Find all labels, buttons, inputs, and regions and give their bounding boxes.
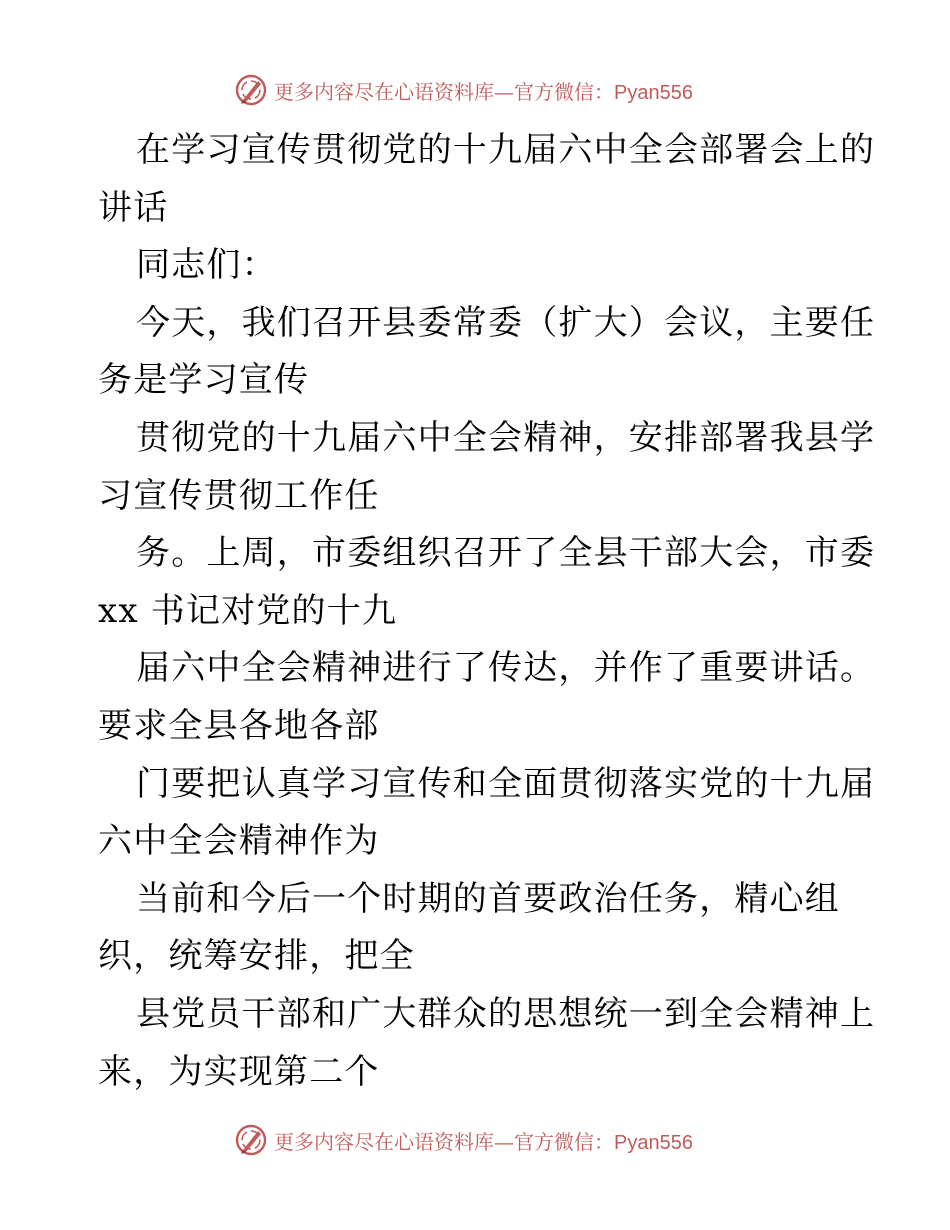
body-line: 务是学习宣传 (98, 360, 310, 401)
header-label: 官方微信： (514, 79, 614, 104)
footer-text (274, 1126, 693, 1155)
body-line: 县党员干部和广大群众的思想统一到全会精神上 (136, 993, 876, 1034)
body-line: 习宣传贯彻工作任 (98, 475, 380, 516)
footer-dash: — (494, 1129, 514, 1154)
pen-logo-icon (234, 1123, 268, 1157)
body-line: 今天，我们召开县委常委（扩大）会议，主要任 (136, 302, 876, 343)
footer-label: 官方微信： (514, 1129, 614, 1154)
header-banner (234, 72, 693, 108)
footer-banner (234, 1122, 693, 1158)
body-line: 织，统筹安排，把全 (98, 936, 415, 977)
body-line: 当前和今后一个时期的首要政治任务，精心组 (136, 878, 840, 919)
header-brand: 更多内容尽在心语资料库 (274, 79, 494, 104)
body-line: 务。上周，市委组织召开了全县干部大会，市委 (136, 533, 876, 574)
header-wechat-id: Pyan556 (614, 81, 693, 104)
body-line: xx 书记对党的十九 (98, 590, 398, 631)
salutation: 同志们： (136, 245, 277, 286)
pen-logo-icon (234, 73, 268, 107)
body-line: 来，为实现第二个 (98, 1051, 380, 1092)
header-dash: — (494, 79, 514, 104)
body-line: 贯彻党的十九届六中全会精神，安排部署我县学 (136, 417, 876, 458)
title-line-2: 讲话 (98, 187, 169, 228)
body-line: 届六中全会精神进行了传达，并作了重要讲话。 (136, 648, 876, 689)
footer-brand: 更多内容尽在心语资料库 (274, 1129, 494, 1154)
document-body (98, 122, 876, 1101)
body-line: 六中全会精神作为 (98, 821, 380, 862)
title-line-1: 在学习宣传贯彻党的十九届六中全会部署会上的 (136, 130, 876, 170)
body-line: 要求全县各地各部 (98, 705, 380, 746)
header-text (274, 76, 693, 105)
body-line: 门要把认真学习宣传和全面贯彻落实党的十九届 (136, 763, 876, 804)
footer-wechat-id: Pyan556 (614, 1131, 693, 1154)
